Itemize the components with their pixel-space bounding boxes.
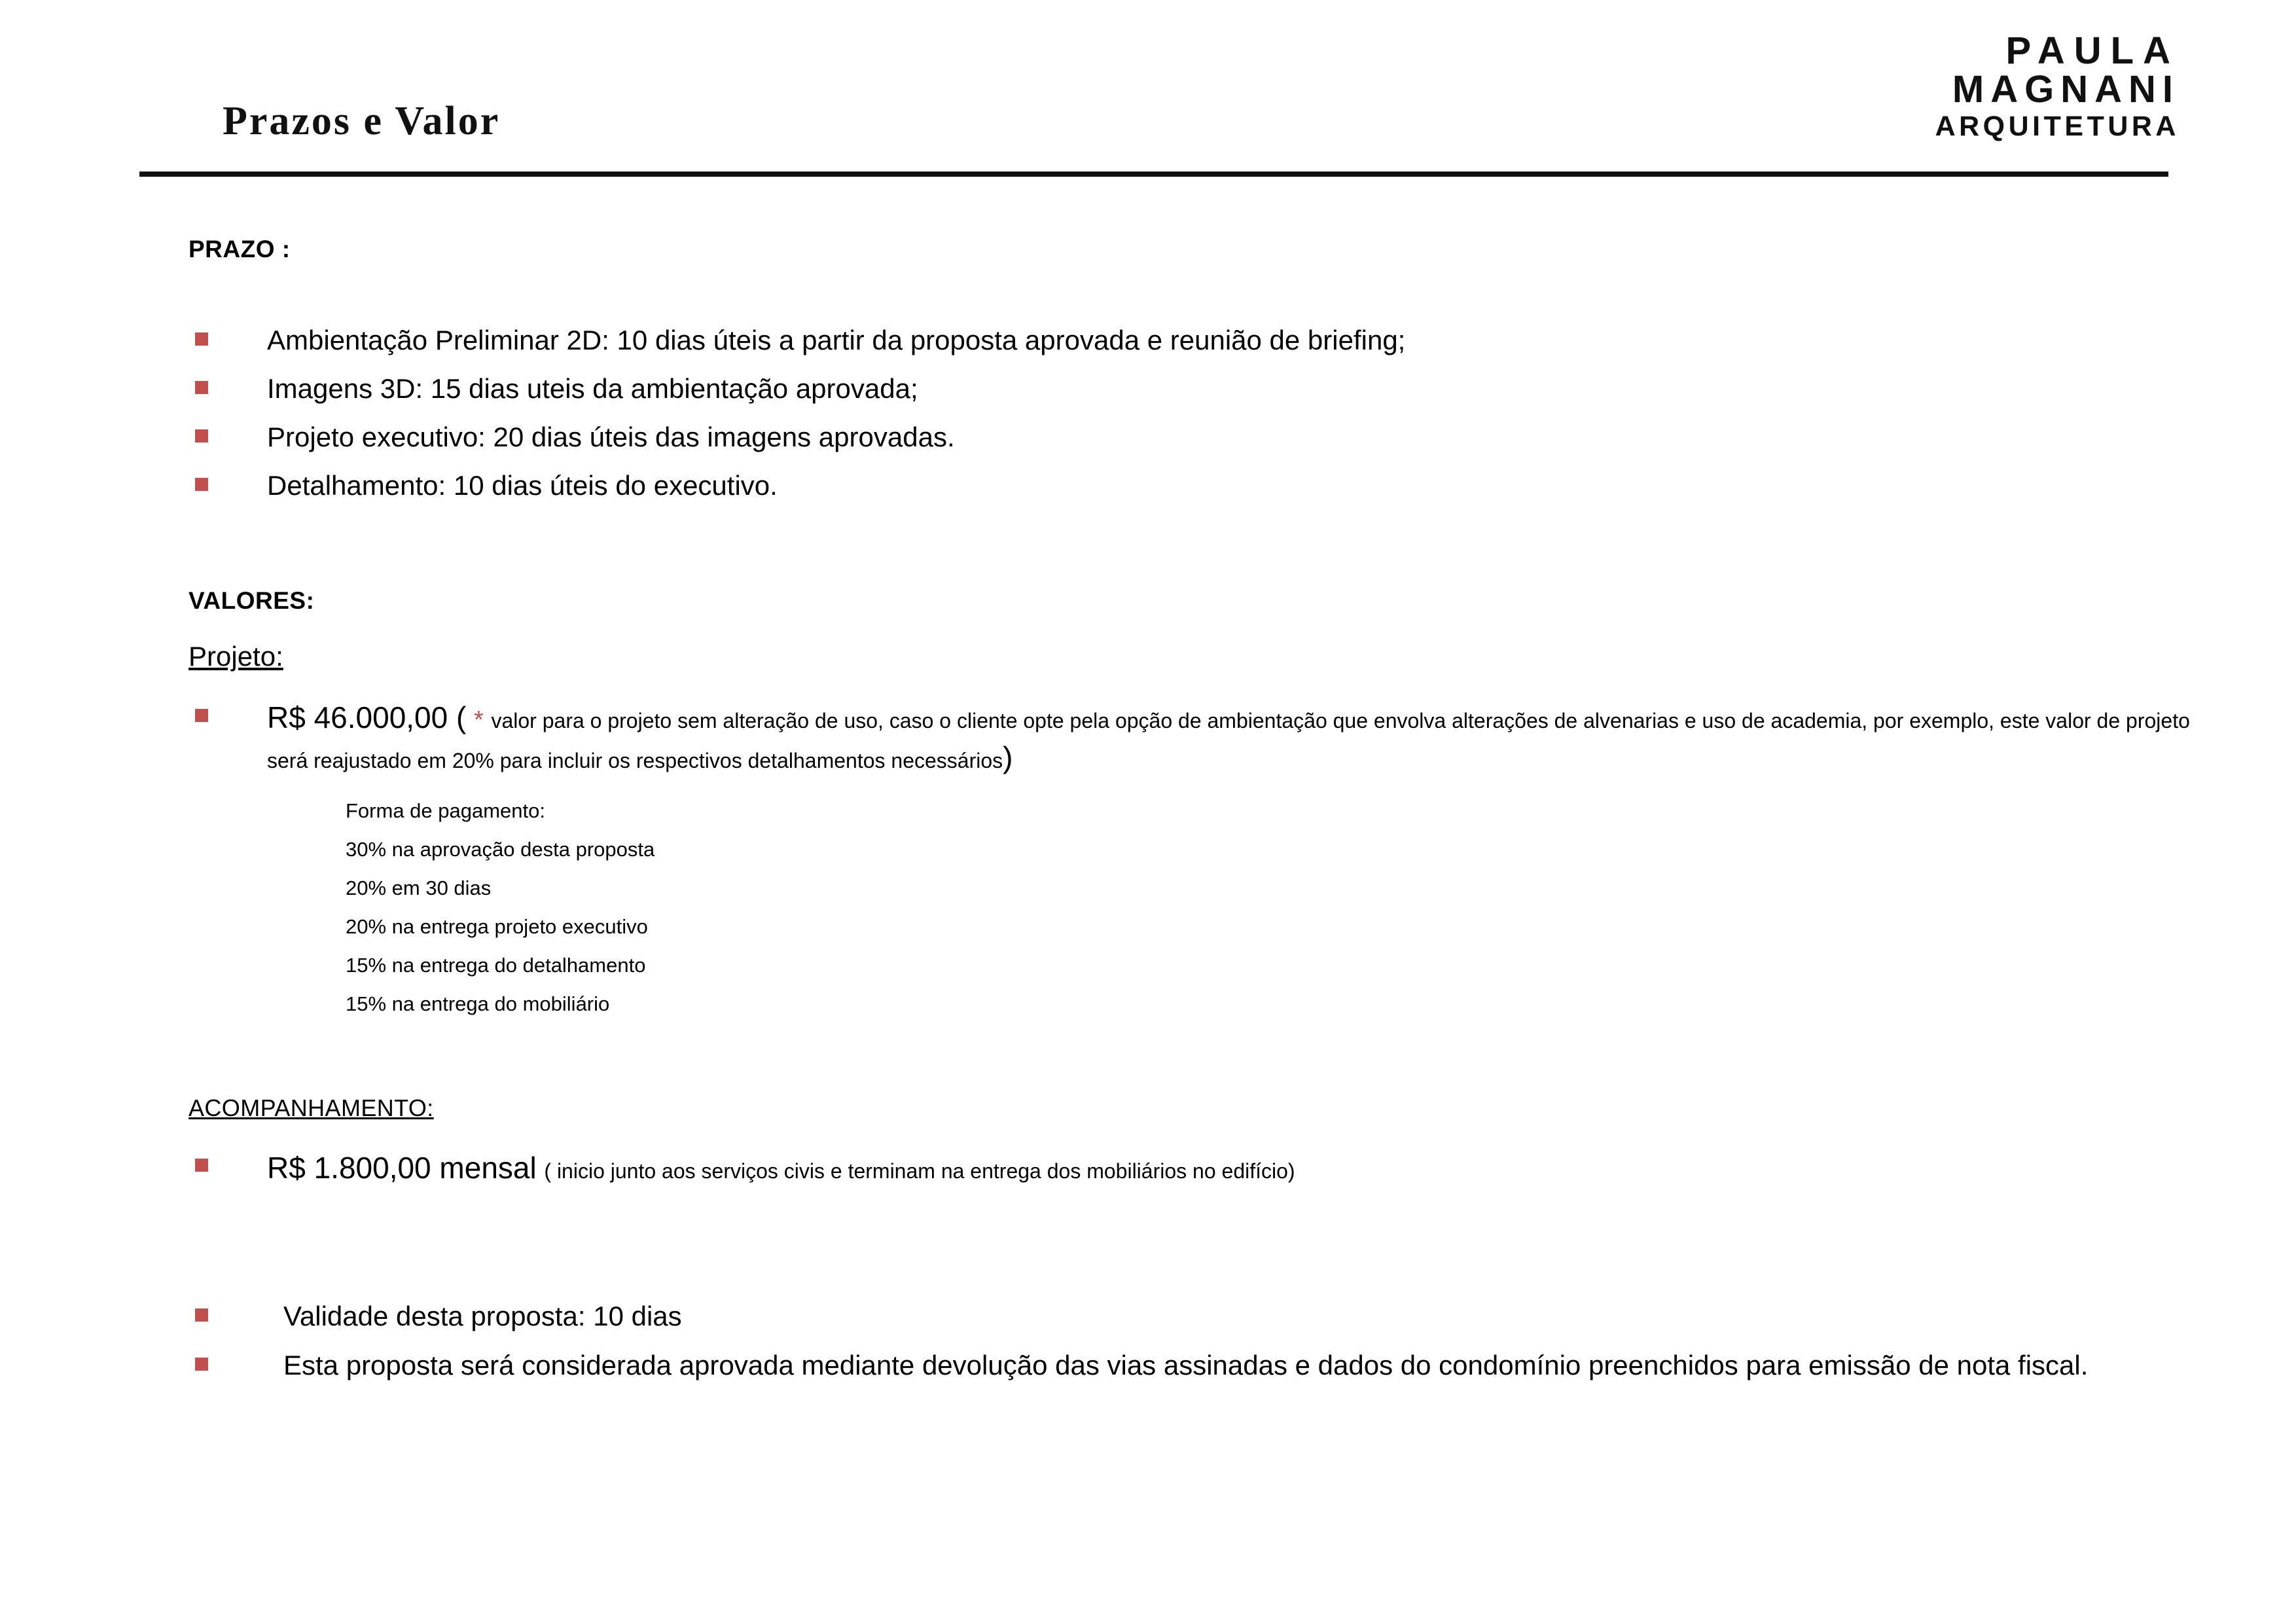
list-item — [188, 419, 2191, 456]
list-item-label: Detalhamento: 10 dias úteis do executivo. — [267, 469, 778, 501]
final-list — [188, 1298, 2191, 1384]
list-item — [188, 1298, 2191, 1335]
list-item — [188, 1148, 2191, 1188]
bullet-square-icon — [195, 709, 208, 722]
slide-header — [0, 0, 2296, 196]
projeto-subheading-label: Projeto: — [188, 641, 283, 672]
bullet-square-icon — [195, 1358, 208, 1371]
acompanhamento-subheading — [188, 1094, 2191, 1122]
logo-line-1: PAULA — [2005, 29, 2179, 72]
list-item — [188, 467, 2191, 504]
acompanhamento-note: ( inicio junto aos serviços civis e terminam na entrega dos mobiliários no edifício) — [544, 1159, 1295, 1183]
prazo-heading: PRAZO : — [188, 236, 291, 262]
projeto-subheading — [188, 641, 2191, 672]
payment-terms — [267, 792, 2191, 1023]
projeto-price-note-close: ) — [1003, 740, 1013, 775]
header-divider — [139, 171, 2168, 177]
valores-list — [188, 698, 2191, 1023]
projeto-price-note: valor para o projeto sem alteração de uso, caso o cliente opte pela opção de ambientação que envolva alterações de alvenarias e uso de academia, por exemplo, este valor de projeto será reajustado em 20% para incluir os respectivos detalhamentos necessários — [267, 709, 2190, 773]
payment-term-item: 20% na entrega projeto executivo — [346, 915, 648, 939]
logo-line-2: MAGNANI — [1952, 68, 2179, 111]
bullet-square-icon — [195, 1159, 208, 1172]
logo-line-3: ARQUITETURA — [1935, 111, 2179, 143]
bullet-square-icon — [195, 333, 208, 346]
brand-logo — [1935, 31, 2179, 141]
list-item-label: Esta proposta será considerada aprovada mediante devolução das vias assinadas e dados do condomínio preenchidos para emissão de nota fiscal. — [283, 1349, 2089, 1380]
list-item-label: Projeto executivo: 20 dias úteis das imagens aprovadas. — [267, 421, 955, 452]
list-item-label: Imagens 3D: 15 dias uteis da ambientação aprovada; — [267, 372, 918, 404]
prazo-list — [188, 322, 2191, 503]
slide-content — [188, 236, 2191, 1396]
payment-terms-title: Forma de pagamento: — [346, 799, 546, 823]
bullet-square-icon — [195, 381, 208, 394]
page-title: Prazos e Valor — [223, 99, 501, 143]
payment-term-item: 20% em 30 dias — [346, 876, 492, 900]
acompanhamento-subheading-label: ACOMPANHAMENTO: — [188, 1094, 434, 1121]
valores-heading: VALORES: — [188, 587, 315, 615]
projeto-price: R$ 46.000,00 ( — [267, 700, 467, 735]
asterisk-marker: * — [474, 706, 484, 734]
payment-term-item: 15% na entrega do detalhamento — [346, 953, 646, 977]
list-item-label: Validade desta proposta: 10 dias — [283, 1300, 682, 1331]
list-item-label: Ambientação Preliminar 2D: 10 dias úteis a partir da proposta aprovada e reunião de briefing; — [267, 325, 1406, 355]
payment-term-item: 30% na aprovação desta proposta — [346, 838, 655, 861]
list-item — [188, 322, 2191, 359]
bullet-square-icon — [195, 1308, 208, 1322]
bullet-square-icon — [195, 429, 208, 442]
bullet-square-icon — [195, 478, 208, 491]
list-item — [188, 1347, 2191, 1384]
acompanhamento-list — [188, 1148, 2191, 1188]
list-item — [188, 698, 2191, 1023]
acompanhamento-price: R$ 1.800,00 mensal — [267, 1150, 537, 1185]
payment-term-item: 15% na entrega do mobiliário — [346, 992, 610, 1015]
list-item — [188, 370, 2191, 407]
